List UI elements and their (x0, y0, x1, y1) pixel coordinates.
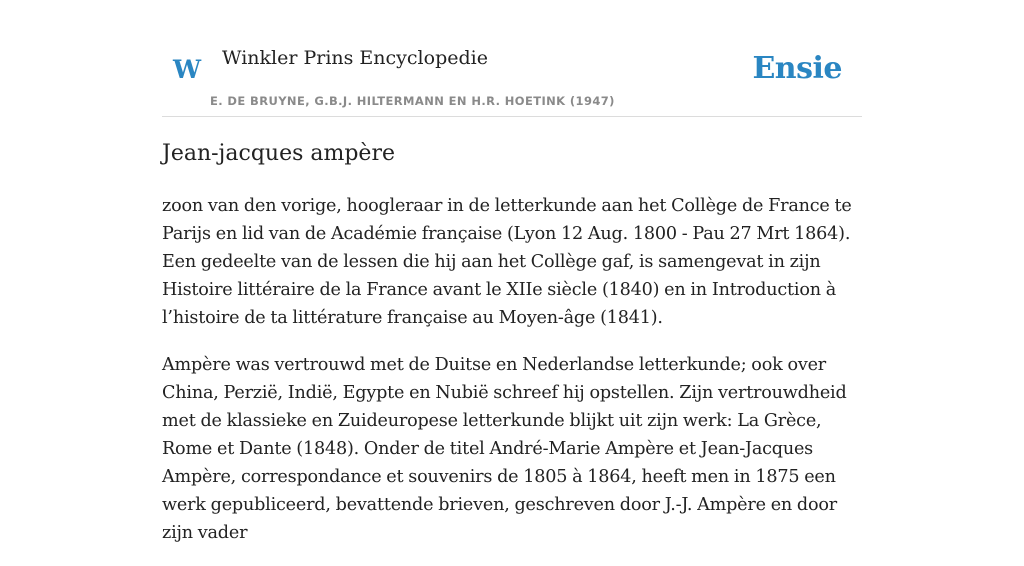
article-paragraph: Ampère was vertrouwd met de Duitse en Nederlandse letterkunde; ook over China, Perzië, Indië, Egypte en Nubië schreef hij opstellen. Zijn vertrouwdheid met de klassieke en Zuideuropese letterkunde blijkt uit zijn werk: La Grèce, Rome et Dante (1848). Onder de titel André-Marie Ampère et Jean-Jacques Ampère, correspondance et souvenirs de 1805 à 1864, heeft men in 1875 een werk gepubliceerd, bevattende brieven, geschreven door J.-J. Ampère en door zijn vader (162, 355, 847, 543)
article-card (162, 0, 862, 543)
publication-logo[interactable]: W (173, 55, 202, 84)
publication-byline: E. DE BRUYNE, G.B.J. HILTERMANN EN H.R. HOETINK (1947) (210, 94, 615, 108)
site-header (162, 0, 862, 117)
article-paragraph: zoon van den vorige, hoogleraar in de letterkunde aan het Collège de France te Parijs en lid van de Académie française (Lyon 12 Aug. 1800 - Pau 27 Mrt 1864). Een gedeelte van de lessen die hij aan het Collège gaf, is samengevat in zijn Histoire littéraire de la France avant le XIIe siècle (1840) en in Introduction à l’histoire de ta littérature française au Moyen-âge (1841). (162, 196, 852, 328)
ensie-brand-logo[interactable]: Ensie (752, 51, 842, 86)
publication-title[interactable]: Winkler Prins Encyclopedie (222, 47, 488, 69)
article-body (162, 192, 866, 566)
article-title: Jean-jacques ampère (162, 141, 395, 166)
